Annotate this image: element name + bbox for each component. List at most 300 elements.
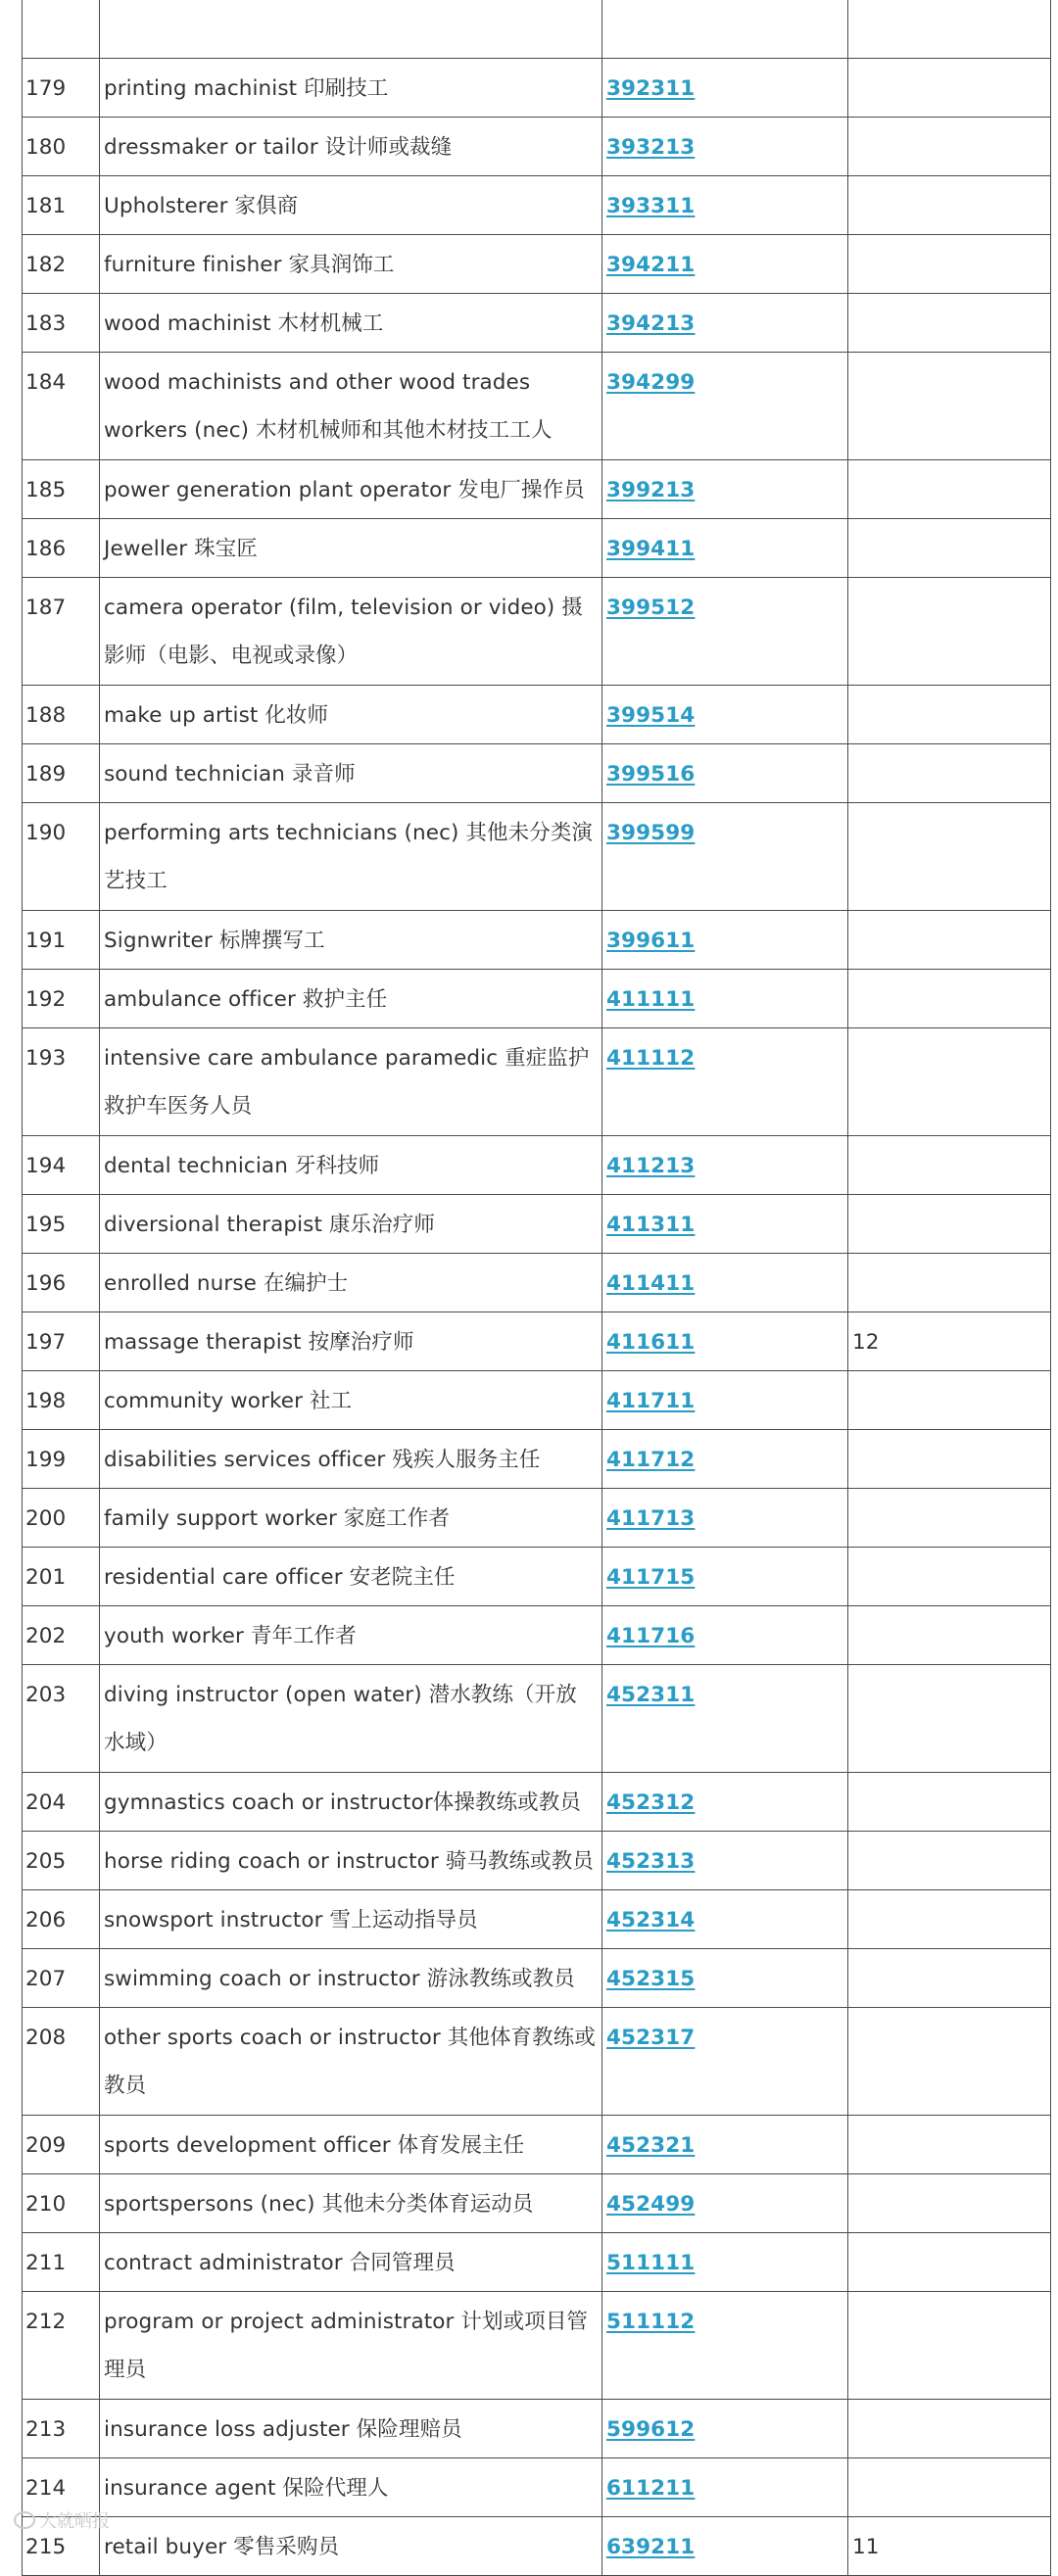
occupation-name: snowsport instructor 雪上运动指导员 [104,1908,478,1932]
occupation-cell [100,803,602,911]
occupation-table-body [23,0,1051,2576]
code-cell [602,1489,848,1548]
extra-value: 11 [852,2535,880,2559]
row-number-cell [23,1832,100,1890]
extra-cell [848,578,1051,686]
table-row [23,118,1051,176]
occupation-name: swimming coach or instructor 游泳教练或教员 [104,1967,575,1991]
table-row [23,1832,1051,1890]
row-number: 183 [25,311,67,336]
row-number: 215 [25,2535,67,2559]
occupation-name: make up artist 化妆师 [104,703,329,728]
row-number: 198 [25,1389,67,1413]
occupation-cell [100,1254,602,1312]
top-fragment-cell [23,0,100,59]
extra-cell [848,59,1051,118]
occupation-name: Upholsterer 家俱商 [104,194,299,218]
row-number: 192 [25,987,67,1012]
row-number: 205 [25,1849,67,1874]
occupation-cell [100,1949,602,2008]
anzsco-code-link[interactable]: 452321 [606,2133,696,2158]
code-cell [602,460,848,519]
occupation-name: diving instructor (open water) 潜水教练（开放水域） [104,1683,577,1755]
table-row [23,1949,1051,2008]
occupation-name: furniture finisher 家具润饰工 [104,253,395,277]
table-row [23,911,1051,970]
occupation-name: performing arts technicians (nec) 其他未分类演艺技工 [104,821,594,893]
anzsco-code-link[interactable]: 399512 [606,596,696,620]
row-number: 203 [25,1683,67,1707]
watermark-text: 大就晒报 [39,2511,110,2532]
extra-cell [848,1606,1051,1665]
code-cell [602,1606,848,1665]
row-number-cell [23,1489,100,1548]
occupation-name: insurance agent 保险代理人 [104,2476,389,2501]
occupation-name: printing machinist 印刷技工 [104,76,389,101]
anzsco-code-link[interactable]: 411711 [606,1389,696,1413]
extra-cell [848,1548,1051,1606]
extra-cell [848,2233,1051,2292]
code-cell [602,1136,848,1195]
extra-cell [848,1254,1051,1312]
extra-cell [848,2008,1051,2116]
table-row [23,353,1051,460]
table-row [23,1195,1051,1254]
occupation-cell [100,2517,602,2576]
code-cell [602,686,848,744]
table-row-top-fragment [23,0,1051,59]
code-cell [602,2174,848,2233]
occupation-name: family support worker 家庭工作者 [104,1506,450,1531]
table-row [23,1254,1051,1312]
occupation-cell [100,294,602,353]
row-number: 209 [25,2133,67,2158]
row-number-cell [23,803,100,911]
occupation-cell [100,686,602,744]
code-cell [602,294,848,353]
row-number-cell [23,235,100,294]
occupation-cell [100,2458,602,2517]
top-fragment-cell [602,0,848,59]
occupation-name: dressmaker or tailor 设计师或裁缝 [104,135,453,160]
row-number-cell [23,2400,100,2458]
extra-cell [848,911,1051,970]
row-number-cell [23,294,100,353]
table-row [23,1136,1051,1195]
row-number-cell [23,744,100,803]
occupation-cell [100,519,602,578]
anzsco-code-link[interactable]: 452315 [606,1967,696,1991]
row-number-cell [23,1254,100,1312]
anzsco-code-link[interactable]: 611211 [606,2476,696,2501]
watermark-logo-icon [14,2511,35,2529]
anzsco-code-link[interactable]: 452314 [606,1908,696,1932]
table-row [23,176,1051,235]
extra-cell [848,2116,1051,2174]
anzsco-code-link[interactable]: 394213 [606,311,696,336]
row-number-cell [23,1430,100,1489]
table-row [23,1312,1051,1371]
row-number-cell [23,519,100,578]
code-cell [602,970,848,1028]
row-number: 187 [25,596,67,620]
table-row [23,686,1051,744]
table-row [23,578,1051,686]
occupation-cell [100,744,602,803]
table-row [23,235,1051,294]
row-number: 202 [25,1624,67,1648]
anzsco-code-link[interactable]: 452499 [606,2192,696,2217]
row-number-cell [23,1773,100,1832]
anzsco-code-link[interactable]: 452317 [606,2026,696,2050]
anzsco-code-link[interactable]: 411111 [606,987,696,1012]
occupation-cell [100,1136,602,1195]
table-row [23,1665,1051,1773]
extra-cell [848,1430,1051,1489]
row-number-cell [23,1028,100,1136]
anzsco-code-link[interactable]: 399599 [606,821,696,845]
anzsco-code-link[interactable]: 639211 [606,2535,696,2559]
occupation-cell [100,118,602,176]
occupation-table-container [22,0,1050,2576]
table-row [23,1028,1051,1136]
occupation-name: Signwriter 标牌撰写工 [104,929,325,953]
table-row [23,2292,1051,2400]
occupation-name: sound technician 录音师 [104,762,356,787]
anzsco-code-link[interactable]: 411716 [606,1624,696,1648]
row-number: 199 [25,1448,67,1472]
row-number-cell [23,460,100,519]
occupation-name: diversional therapist 康乐治疗师 [104,1213,435,1237]
row-number: 184 [25,370,67,395]
table-row [23,1890,1051,1949]
code-cell [602,118,848,176]
occupation-cell [100,970,602,1028]
extra-cell [848,686,1051,744]
code-cell [602,1371,848,1430]
code-cell [602,1254,848,1312]
extra-cell [848,1136,1051,1195]
occupation-name: ambulance officer 救护主任 [104,987,388,1012]
anzsco-code-link[interactable]: 452311 [606,1683,696,1707]
table-row [23,519,1051,578]
anzsco-code-link[interactable]: 411712 [606,1448,696,1472]
code-cell [602,2400,848,2458]
row-number: 191 [25,929,67,953]
row-number: 195 [25,1213,67,1237]
anzsco-code-link[interactable]: 399611 [606,929,696,953]
occupation-name: wood machinist 木材机械工 [104,311,384,336]
occupation-name: contract administrator 合同管理员 [104,2251,456,2275]
row-number-cell [23,1890,100,1949]
extra-cell [848,1949,1051,2008]
anzsco-code-link[interactable]: 599612 [606,2417,696,2442]
occupation-cell [100,59,602,118]
row-number: 212 [25,2310,67,2334]
occupation-name: power generation plant operator 发电厂操作员 [104,478,585,502]
anzsco-code-link[interactable]: 392311 [606,76,696,101]
extra-cell [848,519,1051,578]
anzsco-code-link[interactable]: 411112 [606,1046,696,1071]
occupation-cell [100,1665,602,1773]
table-row [23,2458,1051,2517]
row-number: 206 [25,1908,67,1932]
anzsco-code-link[interactable]: 411611 [606,1330,696,1355]
anzsco-code-link[interactable]: 399514 [606,703,696,728]
anzsco-code-link[interactable]: 511112 [606,2310,696,2334]
code-cell [602,2292,848,2400]
code-cell [602,1949,848,2008]
occupation-name: dental technician 牙科技师 [104,1154,380,1178]
table-row [23,2400,1051,2458]
occupation-name: intensive care ambulance paramedic 重症监护救护车医务人员 [104,1046,590,1119]
row-number: 204 [25,1790,67,1815]
extra-cell [848,1489,1051,1548]
extra-cell [848,235,1051,294]
row-number-cell [23,1949,100,2008]
row-number: 207 [25,1967,67,1991]
anzsco-code-link[interactable]: 511111 [606,2251,696,2275]
extra-value: 12 [852,1330,880,1355]
occupation-cell [100,578,602,686]
row-number: 208 [25,2026,67,2050]
code-cell [602,353,848,460]
row-number: 197 [25,1330,67,1355]
table-row [23,294,1051,353]
anzsco-code-link[interactable]: 394211 [606,253,696,277]
extra-cell [848,460,1051,519]
table-row [23,2233,1051,2292]
code-cell [602,803,848,911]
anzsco-code-link[interactable]: 411411 [606,1271,696,1296]
table-row [23,2517,1051,2576]
table-row [23,970,1051,1028]
occupation-cell [100,1773,602,1832]
code-cell [602,1548,848,1606]
row-number: 188 [25,703,67,728]
row-number-cell [23,1136,100,1195]
row-number: 211 [25,2251,67,2275]
row-number: 200 [25,1506,67,1531]
row-number: 189 [25,762,67,787]
occupation-name: wood machinists and other wood trades workers (nec) 木材机械师和其他木材技工工人 [104,370,553,443]
occupation-name: program or project administrator 计划或项目管理员 [104,2310,589,2382]
code-cell [602,1665,848,1773]
occupation-name: insurance loss adjuster 保险理赔员 [104,2417,462,2442]
occupation-name: sports development officer 体育发展主任 [104,2133,525,2158]
row-number: 201 [25,1565,67,1590]
anzsco-code-link[interactable]: 411715 [606,1565,696,1590]
row-number-cell [23,2233,100,2292]
occupation-cell [100,1890,602,1949]
extra-cell [848,118,1051,176]
anzsco-code-link[interactable]: 399411 [606,537,696,561]
occupation-cell [100,176,602,235]
row-number: 186 [25,537,67,561]
code-cell [602,1312,848,1371]
occupation-name: gymnastics coach or instructor体操教练或教员 [104,1790,581,1815]
anzsco-code-link[interactable]: 399213 [606,478,696,502]
occupation-name: community worker 社工 [104,1389,353,1413]
occupation-name: horse riding coach or instructor 骑马教练或教员 [104,1849,594,1874]
occupation-cell [100,1832,602,1890]
row-number: 210 [25,2192,67,2217]
code-cell [602,1195,848,1254]
occupation-cell [100,1195,602,1254]
row-number-cell [23,1665,100,1773]
occupation-cell [100,235,602,294]
anzsco-code-link[interactable]: 411311 [606,1213,696,1237]
code-cell [602,2458,848,2517]
extra-cell [848,1665,1051,1773]
anzsco-code-link[interactable]: 393311 [606,194,696,218]
row-number-cell [23,1312,100,1371]
table-row [23,803,1051,911]
extra-cell [848,2400,1051,2458]
table-row [23,460,1051,519]
extra-cell [848,2174,1051,2233]
occupation-cell [100,2008,602,2116]
extra-cell [848,1195,1051,1254]
row-number-cell [23,1606,100,1665]
table-row [23,1489,1051,1548]
row-number: 190 [25,821,67,845]
extra-cell [848,1028,1051,1136]
occupation-name: retail buyer 零售采购员 [104,2535,340,2559]
occupation-name: sportspersons (nec) 其他未分类体育运动员 [104,2192,534,2217]
code-cell [602,519,848,578]
occupation-cell [100,2400,602,2458]
occupation-cell [100,2292,602,2400]
occupation-cell [100,353,602,460]
code-cell [602,1028,848,1136]
row-number: 181 [25,194,67,218]
table-row [23,1773,1051,1832]
occupation-cell [100,1606,602,1665]
row-number-cell [23,911,100,970]
extra-cell [848,744,1051,803]
row-number-cell [23,2116,100,2174]
table-row [23,2116,1051,2174]
row-number-cell [23,1371,100,1430]
row-number: 185 [25,478,67,502]
extra-cell [848,2517,1051,2576]
extra-cell [848,1371,1051,1430]
anzsco-code-link[interactable]: 393213 [606,135,696,160]
top-fragment-cell [848,0,1051,59]
extra-cell [848,294,1051,353]
anzsco-code-link[interactable]: 411713 [606,1506,696,1531]
watermark [14,2507,110,2533]
row-number-cell [23,1548,100,1606]
occupation-name: disabilities services officer 残疾人服务主任 [104,1448,541,1472]
row-number-cell [23,118,100,176]
row-number: 179 [25,76,67,101]
table-row [23,1430,1051,1489]
occupation-cell [100,460,602,519]
anzsco-code-link[interactable]: 452313 [606,1849,696,1874]
occupation-cell [100,1548,602,1606]
code-cell [602,1430,848,1489]
row-number: 196 [25,1271,67,1296]
occupation-name: Jeweller 珠宝匠 [104,537,258,561]
occupation-cell [100,1312,602,1371]
extra-cell [848,1890,1051,1949]
anzsco-code-link[interactable]: 411213 [606,1154,696,1178]
row-number-cell [23,578,100,686]
occupation-name: youth worker 青年工作者 [104,1624,357,1648]
table-row [23,1548,1051,1606]
extra-cell [848,803,1051,911]
table-row [23,2008,1051,2116]
row-number-cell [23,970,100,1028]
extra-cell [848,1312,1051,1371]
code-cell [602,2008,848,2116]
row-number-cell [23,1195,100,1254]
table-row [23,2174,1051,2233]
row-number: 193 [25,1046,67,1071]
occupation-cell [100,1430,602,1489]
extra-cell [848,353,1051,460]
row-number-cell [23,59,100,118]
row-number: 194 [25,1154,67,1178]
row-number-cell [23,353,100,460]
anzsco-code-link[interactable]: 452312 [606,1790,696,1815]
extra-cell [848,176,1051,235]
table-row [23,59,1051,118]
occupation-name: residential care officer 安老院主任 [104,1565,456,1590]
code-cell [602,911,848,970]
occupation-cell [100,911,602,970]
row-number-cell [23,2008,100,2116]
code-cell [602,1832,848,1890]
code-cell [602,2517,848,2576]
code-cell [602,744,848,803]
code-cell [602,2116,848,2174]
row-number: 214 [25,2476,67,2501]
extra-cell [848,2458,1051,2517]
anzsco-code-link[interactable]: 394299 [606,370,696,395]
row-number-cell [23,176,100,235]
table-row [23,1606,1051,1665]
code-cell [602,176,848,235]
occupation-cell [100,1028,602,1136]
row-number: 213 [25,2417,67,2442]
row-number-cell [23,2292,100,2400]
code-cell [602,2233,848,2292]
extra-cell [848,970,1051,1028]
occupation-table [22,0,1051,2576]
row-number: 182 [25,253,67,277]
row-number-cell [23,686,100,744]
code-cell [602,1773,848,1832]
occupation-cell [100,1371,602,1430]
occupation-cell [100,2174,602,2233]
code-cell [602,578,848,686]
table-row [23,744,1051,803]
table-row [23,1371,1051,1430]
occupation-name: camera operator (film, television or video) 摄影师（电影、电视或录像） [104,596,583,668]
occupation-name: other sports coach or instructor 其他体育教练或教员 [104,2026,596,2098]
code-cell [602,235,848,294]
occupation-cell [100,2116,602,2174]
occupation-cell [100,1489,602,1548]
extra-cell [848,1832,1051,1890]
anzsco-code-link[interactable]: 399516 [606,762,696,787]
extra-cell [848,2292,1051,2400]
row-number-cell [23,2174,100,2233]
code-cell [602,59,848,118]
